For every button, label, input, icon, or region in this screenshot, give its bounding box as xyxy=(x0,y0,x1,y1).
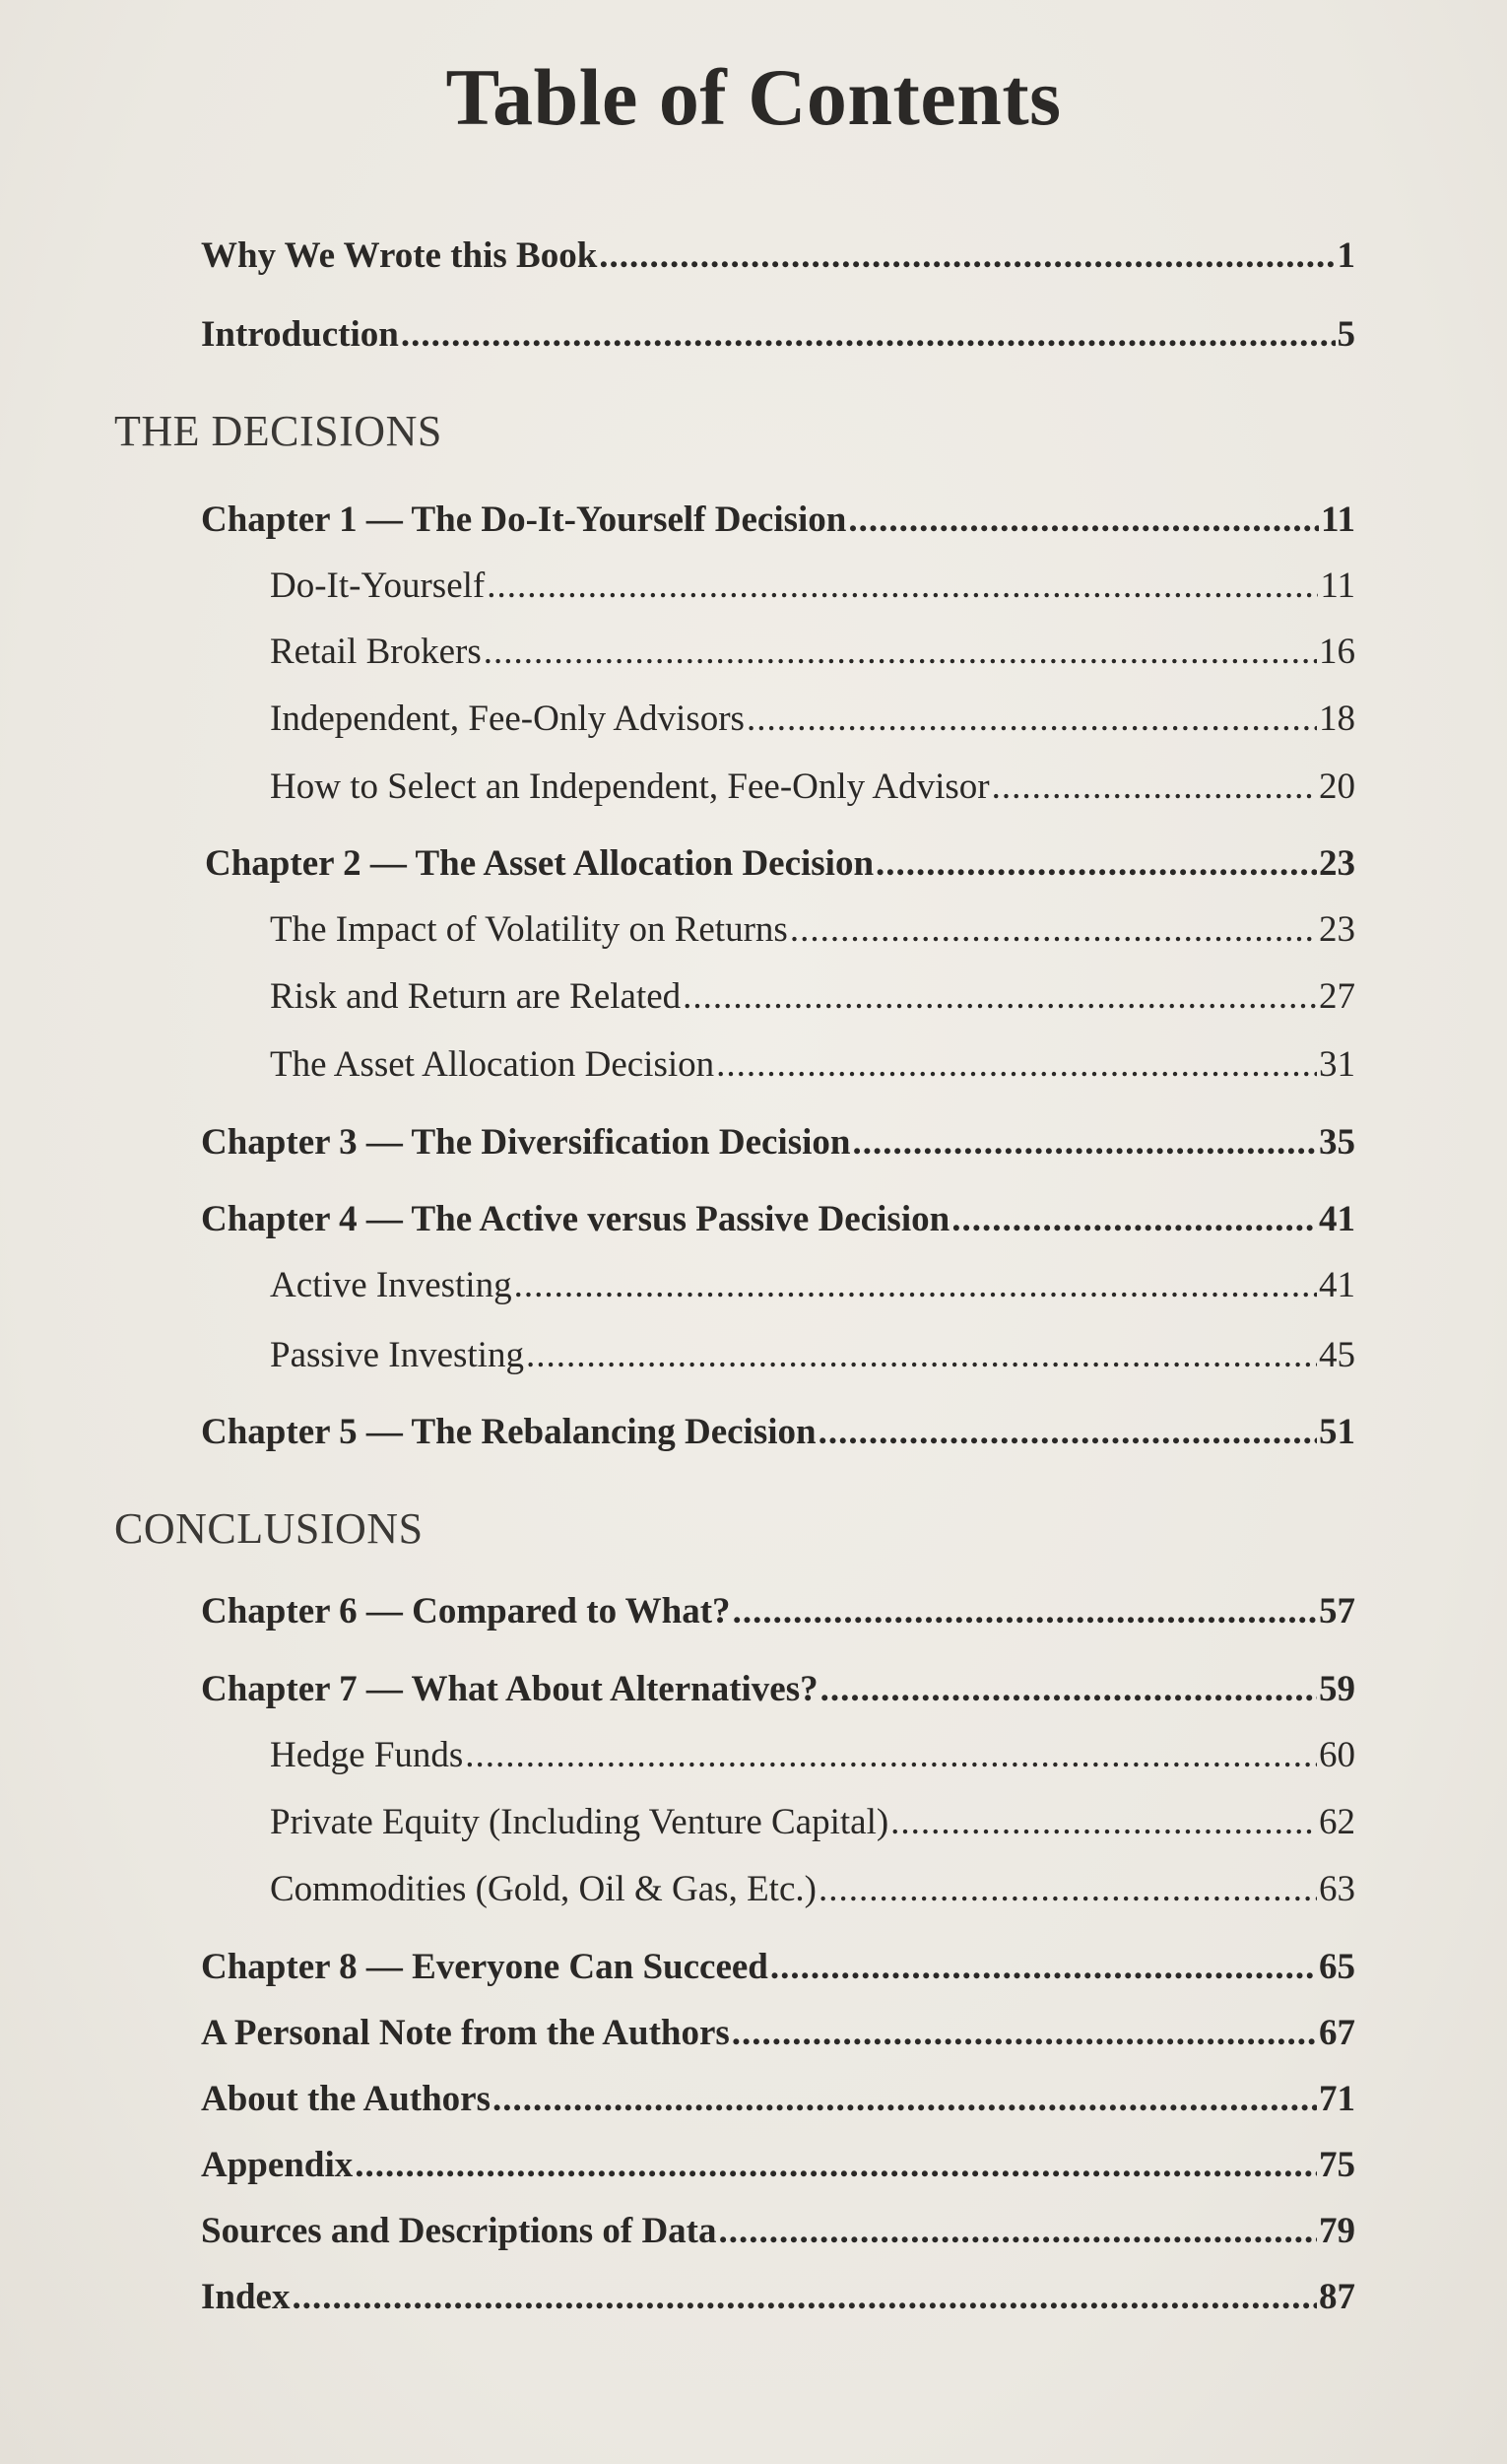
section-heading-decisions: THE DECISIONS xyxy=(114,407,442,455)
toc-entry-chapter-4 xyxy=(201,1198,1355,1240)
toc-entry-page: 23 xyxy=(1319,909,1355,950)
toc-subentry xyxy=(270,766,1355,808)
toc-entry-chapter-6 xyxy=(201,1590,1355,1632)
leader-dots xyxy=(890,1801,1317,1843)
toc-entry-label: Independent, Fee-Only Advisors xyxy=(270,699,745,739)
page-title: Table of Contents xyxy=(445,52,1062,142)
toc-subentry xyxy=(270,698,1355,740)
toc-entry-page: 60 xyxy=(1319,1735,1355,1775)
toc-entry-chapter-1 xyxy=(201,499,1355,541)
toc-entry-about-authors xyxy=(201,2078,1355,2120)
toc-entry-page: 71 xyxy=(1319,2079,1355,2119)
toc-entry-label: Chapter 5 — The Rebalancing Decision xyxy=(201,1412,817,1452)
toc-entry-label: Appendix xyxy=(201,2145,354,2185)
toc-entry-page: 11 xyxy=(1321,499,1355,540)
leader-dots xyxy=(401,313,1336,356)
leader-dots xyxy=(732,2012,1317,2054)
toc-entry-label: Index xyxy=(201,2277,291,2317)
toc-entry-page: 51 xyxy=(1319,1412,1355,1452)
toc-entry-label: A Personal Note from the Authors xyxy=(201,2013,730,2053)
toc-entry-label: The Impact of Volatility on Returns xyxy=(270,909,788,950)
toc-entry-label: How to Select an Independent, Fee-Only Advisor xyxy=(270,766,990,807)
leader-dots xyxy=(599,234,1335,277)
section-heading-conclusions: CONCLUSIONS xyxy=(114,1504,424,1553)
leader-dots xyxy=(683,975,1317,1018)
toc-subentry xyxy=(270,631,1355,673)
toc-entry-chapter-8 xyxy=(201,1946,1355,1988)
leader-dots xyxy=(292,2276,1317,2318)
toc-entry-label: Risk and Return are Related xyxy=(270,976,682,1017)
leader-dots xyxy=(719,2210,1318,2252)
toc-subentry xyxy=(270,565,1355,607)
toc-entry-page: 59 xyxy=(1319,1669,1355,1709)
toc-subentry xyxy=(270,1868,1355,1910)
toc-entry-label: Private Equity (Including Venture Capital) xyxy=(270,1802,889,1842)
leader-dots xyxy=(355,2144,1317,2186)
toc-subentry xyxy=(270,1264,1355,1306)
leader-dots xyxy=(487,565,1318,607)
leader-dots xyxy=(514,1264,1317,1306)
toc-entry-page: 5 xyxy=(1337,314,1355,355)
leader-dots xyxy=(876,842,1317,885)
toc-entry-label: Hedge Funds xyxy=(270,1735,464,1775)
toc-entry-chapter-2 xyxy=(205,842,1355,885)
toc-entry-why-we-wrote xyxy=(201,234,1355,277)
leader-dots xyxy=(790,908,1317,951)
toc-entry-chapter-7 xyxy=(201,1668,1355,1710)
toc-entry-page: 35 xyxy=(1319,1122,1355,1163)
toc-entry-index xyxy=(201,2276,1355,2318)
toc-entry-page: 31 xyxy=(1319,1044,1355,1085)
toc-entry-page: 20 xyxy=(1319,766,1355,807)
toc-subentry xyxy=(270,975,1355,1018)
toc-entry-chapter-5 xyxy=(201,1411,1355,1453)
toc-entry-page: 79 xyxy=(1319,2211,1355,2251)
leader-dots xyxy=(492,2078,1317,2120)
leader-dots xyxy=(733,1590,1317,1632)
toc-subentry xyxy=(270,1734,1355,1776)
toc-entry-page: 62 xyxy=(1319,1802,1355,1842)
toc-entry-page: 41 xyxy=(1319,1199,1355,1239)
toc-entry-page: 63 xyxy=(1319,1869,1355,1909)
leader-dots xyxy=(951,1198,1317,1240)
leader-dots xyxy=(747,698,1317,740)
leader-dots xyxy=(819,1868,1317,1910)
toc-entry-label: Do-It-Yourself xyxy=(270,566,486,606)
toc-entry-label: Chapter 3 — The Diversification Decision xyxy=(201,1122,851,1163)
toc-entry-personal-note xyxy=(201,2012,1355,2054)
toc-subentry xyxy=(270,908,1355,951)
toc-entry-label: Chapter 7 — What About Alternatives? xyxy=(201,1669,819,1709)
toc-entry-label: Introduction xyxy=(201,314,399,355)
toc-entry-page: 1 xyxy=(1337,235,1355,276)
toc-entry-page: 45 xyxy=(1319,1335,1355,1375)
leader-dots xyxy=(819,1411,1317,1453)
toc-entry-page: 27 xyxy=(1319,976,1355,1017)
toc-entry-sources xyxy=(201,2210,1355,2252)
leader-dots xyxy=(465,1734,1317,1776)
toc-entry-label: Passive Investing xyxy=(270,1335,524,1375)
toc-entry-page: 11 xyxy=(1320,566,1355,606)
leader-dots xyxy=(852,1121,1317,1164)
toc-entry-appendix xyxy=(201,2144,1355,2186)
toc-entry-label: About the Authors xyxy=(201,2079,491,2119)
toc-entry-label: Chapter 1 — The Do-It-Yourself Decision xyxy=(201,499,847,540)
toc-entry-label: Chapter 4 — The Active versus Passive Decision xyxy=(201,1199,950,1239)
toc-entry-label: Commodities (Gold, Oil & Gas, Etc.) xyxy=(270,1869,817,1909)
toc-entry-introduction xyxy=(201,313,1355,356)
toc-entry-label: Chapter 6 — Compared to What? xyxy=(201,1591,731,1632)
toc-entry-page: 23 xyxy=(1319,843,1355,884)
toc-entry-page: 67 xyxy=(1319,2013,1355,2053)
leader-dots xyxy=(716,1043,1317,1086)
leader-dots xyxy=(820,1668,1317,1710)
toc-entry-page: 57 xyxy=(1319,1591,1355,1632)
toc-subentry xyxy=(270,1801,1355,1843)
toc-entry-page: 65 xyxy=(1319,1947,1355,1987)
toc-entry-page: 16 xyxy=(1319,632,1355,672)
toc-entry-chapter-3 xyxy=(201,1121,1355,1164)
toc-entry-page: 75 xyxy=(1319,2145,1355,2185)
leader-dots xyxy=(848,499,1319,541)
toc-entry-page: 41 xyxy=(1319,1265,1355,1305)
toc-entry-label: Chapter 2 — The Asset Allocation Decision xyxy=(205,843,875,884)
toc-entry-label: Active Investing xyxy=(270,1265,512,1305)
toc-entry-label: The Asset Allocation Decision xyxy=(270,1044,715,1085)
toc-entry-page: 87 xyxy=(1319,2277,1355,2317)
leader-dots xyxy=(526,1334,1317,1376)
toc-entry-label: Sources and Descriptions of Data xyxy=(201,2211,717,2251)
toc-entry-label: Retail Brokers xyxy=(270,632,482,672)
leader-dots xyxy=(992,766,1317,808)
toc-entry-label: Why We Wrote this Book xyxy=(201,235,598,276)
toc-entry-label: Chapter 8 — Everyone Can Succeed xyxy=(201,1947,768,1987)
toc-subentry xyxy=(270,1043,1355,1086)
leader-dots xyxy=(484,631,1317,673)
leader-dots xyxy=(770,1946,1317,1988)
toc-entry-page: 18 xyxy=(1319,699,1355,739)
toc-subentry xyxy=(270,1334,1355,1376)
